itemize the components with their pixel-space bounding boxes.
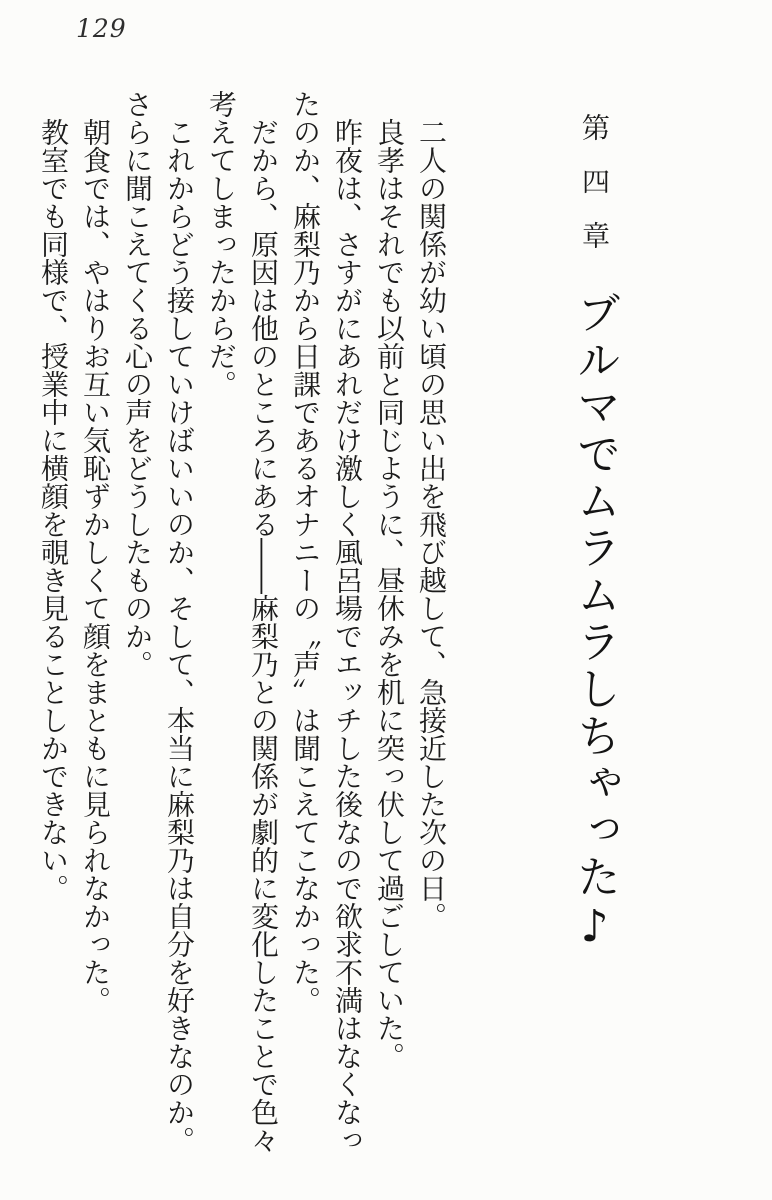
page-number: 129 bbox=[76, 14, 127, 43]
body-paragraph: 昨夜は、さすがにあれだけ激しく風呂場でエッチした後なので欲求不満はなくなったのか、麻梨乃から日課であるオナニーの〝声〟は聞こえてこなかった。 bbox=[289, 90, 364, 1154]
page-content bbox=[32, 90, 630, 1158]
body-paragraph: 良孝はそれでも以前と同じように、昼休みを机に突っ伏して過ごしていた。 bbox=[373, 118, 406, 1070]
body-paragraph: これからどう接していけばいいのか、そして、本当に麻梨乃は自分を好きなのか。さらに聞こえてくる心の声をどうしたものか。 bbox=[121, 90, 196, 1154]
body-paragraph: 二人の関係が幼い頃の思い出を飛び越して、急接近した次の日。 bbox=[415, 118, 448, 930]
chapter-heading bbox=[558, 90, 630, 1158]
body-paragraph: 朝食では、やはりお互い気恥ずかしくて顔をまともに見られなかった。 bbox=[79, 118, 112, 1014]
body-paragraph: だから、原因は他のところにある――麻梨乃との関係が劇的に変化したことで色々考えてしまったからだ。 bbox=[205, 90, 280, 1154]
chapter-number-label: 第四章 bbox=[578, 113, 611, 275]
body-text bbox=[32, 90, 452, 1158]
chapter-title-text: ブルマでムラムラしちゃった♪ bbox=[569, 290, 620, 955]
body-paragraph: 教室でも同様で、授業中に横顔を覗き見ることしかできない。 bbox=[37, 118, 70, 902]
